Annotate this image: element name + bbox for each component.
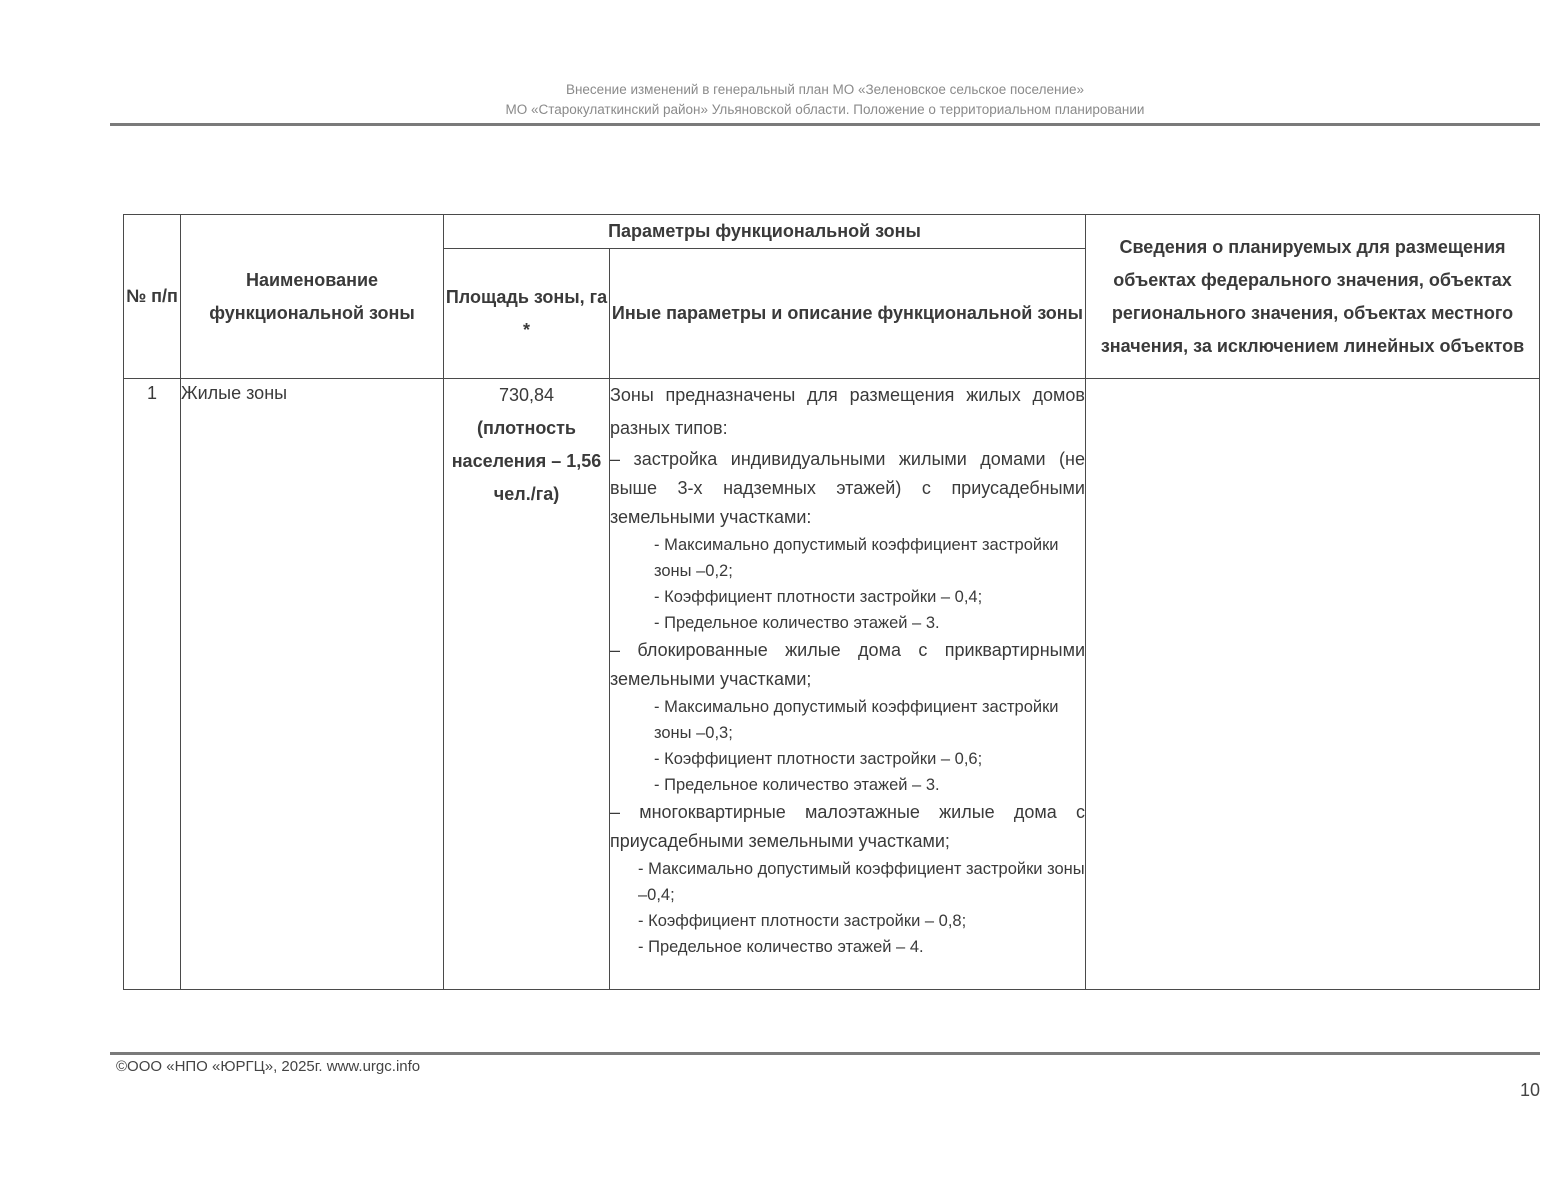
group-blocked-houses-param-1: - Максимально допустимый коэффициент застройки зоны –0,3; [654,698,1059,742]
group-individual-houses-param-1: - Максимально допустимый коэффициент застройки зоны –0,2; [654,536,1059,580]
page-number: 10 [1519,1080,1540,1100]
zone-area-cell [444,379,610,990]
group-individual-houses-param-2: - Коэффициент плотности застройки – 0,4; [654,588,983,606]
header-zone-name: Наименование функциональной зоны [181,215,444,379]
group-apartment-houses-title: – многоквартирные малоэтажные жилые дома с приусадебными земельными участками; [610,802,1085,851]
row-number: 1 [124,379,181,990]
zone-description-cell [610,379,1086,990]
functional-zones-table [123,214,1540,990]
header-num: № п/п [124,215,181,379]
planned-objects-cell [1086,379,1540,990]
table-row [124,379,1540,990]
header-planned-objects: Сведения о планируемых для размещения объектах федерального значения, объектах регионального значения, объектах местного значения, за исключением линейных объектов [1086,215,1540,379]
footer-divider [110,1052,1540,1055]
header-line-2: МО «Старокулаткинский район» Ульяновской области. Положение о территориальном планировании [505,102,1145,117]
description-intro: Зоны предназначены для размещения жилых домов разных типов: [610,385,1085,438]
group-blocked-houses-param-2: - Коэффициент плотности застройки – 0,6; [654,750,983,768]
group-individual-houses-title: – застройка индивидуальными жилыми домами (не выше 3-х надземных этажей) с приусадебными земельными участками: [610,449,1085,527]
zone-name: Жилые зоны [181,379,444,990]
population-density: (плотность населения – 1,56 чел./га) [451,418,602,504]
header-zone-parameters: Параметры функциональной зоны [444,215,1086,249]
group-apartment-houses-param-2: - Коэффициент плотности застройки – 0,8; [638,912,967,930]
header-divider [110,123,1540,126]
header-other-parameters: Иные параметры и описание функциональной зоны [610,249,1086,379]
header-zone-area: Площадь зоны, га * [444,249,610,379]
group-blocked-houses-param-3: - Предельное количество этажей – 3. [654,776,940,794]
document-header [110,80,1540,120]
group-blocked-houses-title: – блокированные жилые дома с приквартирными земельными участками; [610,640,1085,689]
group-individual-houses-param-3: - Предельное количество этажей – 3. [654,614,940,632]
group-apartment-houses-param-3: - Предельное количество этажей – 4. [638,938,924,956]
zone-area-value: 730,84 [498,385,555,405]
header-line-1: Внесение изменений в генеральный план МО «Зеленовское сельское поселение» [565,82,1085,97]
group-apartment-houses-param-1: - Максимально допустимый коэффициент застройки зоны –0,4; [638,860,1085,904]
footer-copyright: ©ООО «НПО «ЮРГЦ», 2025г. www.urgc.info [116,1058,421,1075]
